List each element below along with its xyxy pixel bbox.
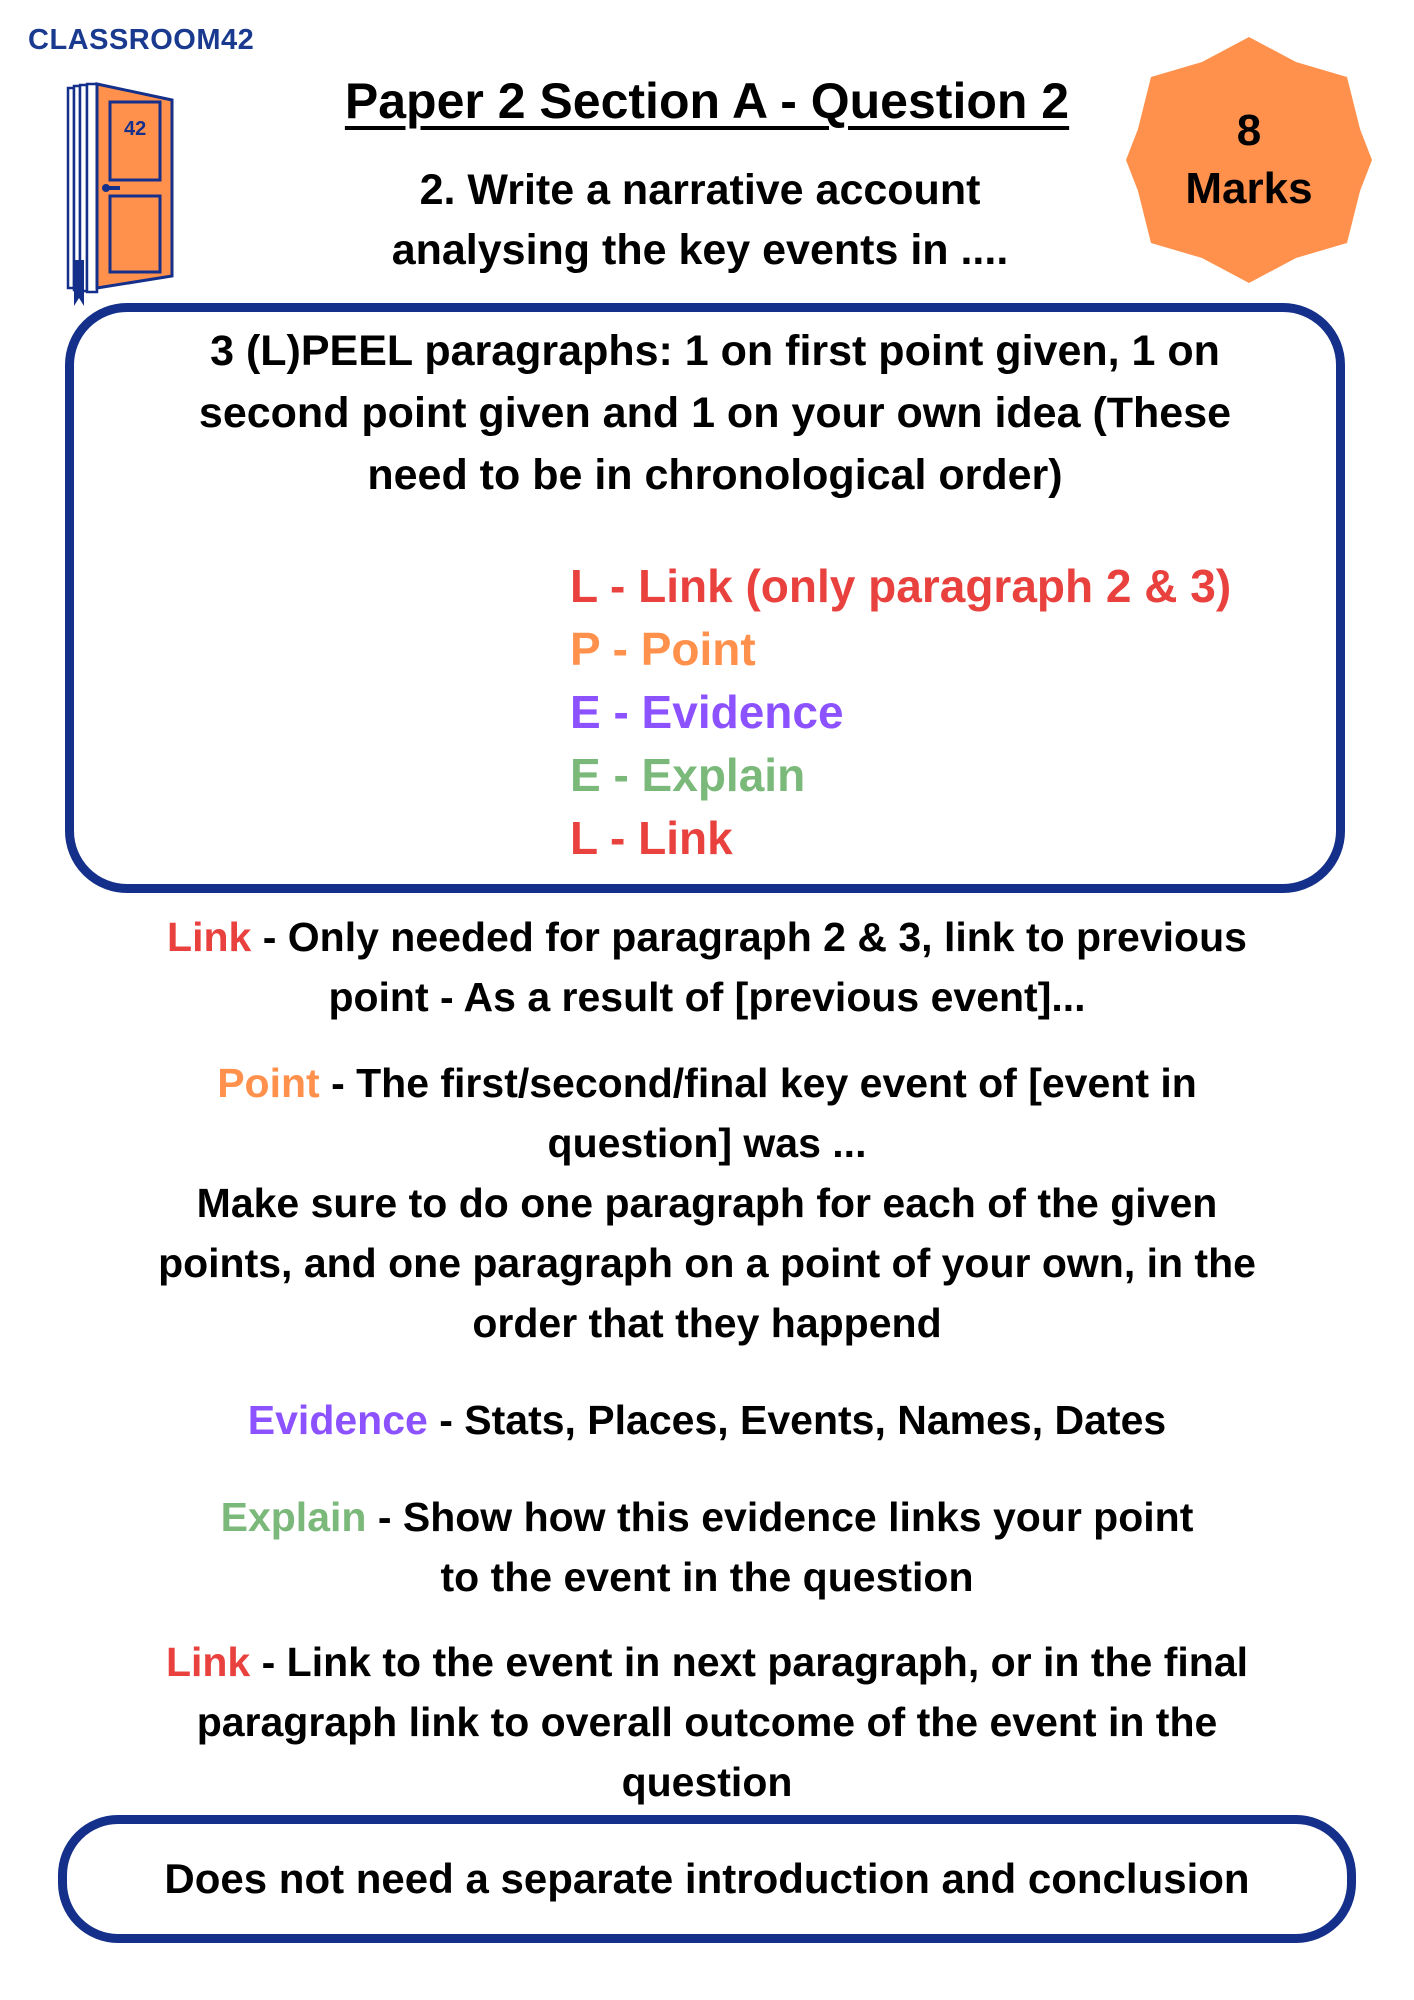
peel-list (570, 555, 1231, 870)
section-point: Point - The first/second/final key event of [event in question] was ... Make sure to do one paragraph for each of the given points, and one paragraph on a point of your own, in the order that they happend (40, 1053, 1374, 1353)
peel-item-explain: E - Explain (570, 749, 806, 801)
marks-badge (1126, 37, 1372, 283)
marks-label: Marks (1185, 164, 1313, 213)
intro-line: need to be in chronological order) (367, 451, 1063, 499)
point-note: order that they happend (472, 1300, 942, 1346)
footer-note: Does not need a separate introduction and conclusion (164, 1855, 1250, 1902)
page-title: Paper 2 Section A - Question 2 (344, 73, 1070, 129)
intro-line: 3 (L)PEEL paragraphs: 1 on first point given, 1 on (210, 327, 1220, 375)
keyword-point: Point (217, 1060, 320, 1106)
peel-item-evidence: E - Evidence (570, 686, 844, 738)
point-note: points, and one paragraph on a point of your own, in the (158, 1240, 1256, 1286)
structure-intro (110, 320, 1320, 506)
keyword-evidence: Evidence (247, 1397, 428, 1443)
keyword-explain: Explain (220, 1494, 367, 1540)
question-line: analysing the key events in .... (391, 226, 1009, 274)
question-line: 2. Write a narrative account (419, 166, 981, 214)
marks-number: 8 (1236, 106, 1262, 155)
point-note: Make sure to do one paragraph for each of the given (196, 1180, 1218, 1226)
peel-item-link-first: L - Link (only paragraph 2 & 3) (570, 560, 1232, 612)
keyword-link: Link (167, 914, 252, 960)
section-evidence: Evidence - Stats, Places, Events, Names, Dates (247, 1397, 1167, 1443)
intro-line: second point given and 1 on your own idea (These (198, 389, 1232, 437)
peel-item-point: P - Point (570, 623, 756, 675)
section-link-final: Link - Link to the event in next paragraph, or in the final paragraph link to overall outcome of the event in the question (165, 1639, 1249, 1805)
section-explain: Explain - Show how this evidence links your point to the event in the question (220, 1494, 1194, 1600)
brand-name: CLASSROOM42 (28, 24, 255, 56)
peel-item-link-last: L - Link (570, 812, 733, 864)
section-link-intro: Link - Only needed for paragraph 2 & 3, link to previous point - As a result of [previous event]... (167, 914, 1247, 1020)
question-prompt (300, 160, 1100, 280)
footer-note-box (58, 1815, 1356, 1943)
logo-number: 42 (124, 118, 147, 140)
keyword-link: Link (165, 1639, 251, 1685)
